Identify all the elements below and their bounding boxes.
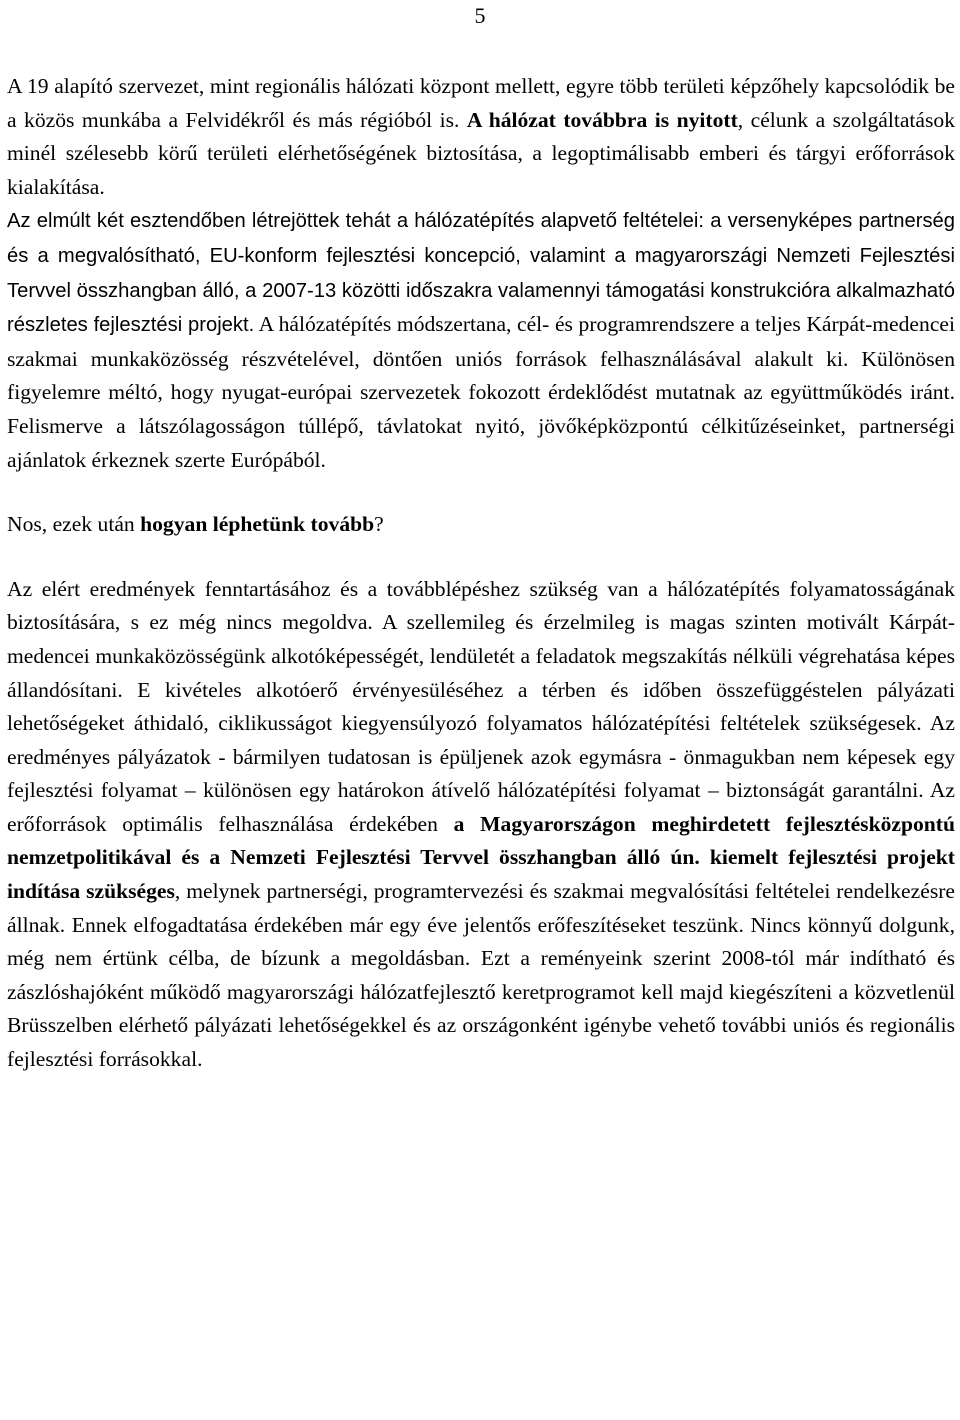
text-run: ? [374, 512, 384, 537]
bold-text-run: a Magyarországon meghirdetett fejlesztésközpontú nemzetpolitikával és a Nemzeti Fejlesztési Tervvel összhangban álló ún. kiemelt fejlesztési projekt indítása szükséges [7, 811, 955, 904]
text-run: Az elért eredmények fenntartásához és a továbblépéshez szükség van a hálózatépítés folyamatosságának biztosítására, s ez még nincs megoldva. A szellemileg és érzelmileg is magas szinten motivált Kárpát-medencei munkaközösségünk alkotóképességét, lendületét a feladatok megszakítás nélküli végrehatása képes állandósítani. E kivételes alkotóerő érvényesüléséhez a térben és időben összefüggéstelen pályázati lehetőségeket áthidaló, ciklikusságot kiegyensúlyozó folyamatos hálózatépítési feltételek szükségesek. Az eredményes pályázatok - bármilyen tudatosan is épüljenek azok egymásra - önmagukban nem képesek egy fejlesztési folyamat – különösen egy határokon átívelő hálózatépítési folyamat – biztonságát garantálni. Az erőforrások optimális felhasználása érdekében [7, 576, 955, 836]
text-run: , célunk a szolgáltatások minél szélesebb körű területi elérhetőségének biztosítása, a legoptimálisabb emberi és tárgyi erőforrások kialakítása. [7, 107, 955, 199]
bold-text-run: A hálózat továbbra is nyitott [466, 107, 738, 132]
paragraph-question [7, 508, 955, 542]
paragraph-next-steps [7, 573, 955, 1077]
bold-text-run: hogyan léphetünk tovább [140, 512, 375, 537]
paragraph-achievements [7, 204, 955, 477]
sans-text-run: Az elmúlt két esztendőben létrejöttek tehát a hálózatépítés alapvető feltételei: a versenyképes partnerség és a megvalósítható, EU-konform fejlesztési koncepció, valamint a magyarországi Nemzeti Fejlesztési Tervvel összhangban álló, a 2007-13 közötti időszakra valamennyi támogatási konstrukcióra alkalmazható részletes fejlesztési projekt. [7, 210, 955, 337]
text-run: A 19 alapító szervezet, mint regionális hálózati központ mellett, egyre több területi képzőhely kapcsolódik be a közös munkába a Felvidékről és más régióból is. [7, 74, 955, 132]
document-body [7, 70, 955, 1077]
text-run: A hálózatépítés módszertana, cél- és programrendszere a teljes Kárpát-medencei szakmai munkaközösség részvételével, döntően uniós források felhasználásával alakult ki. Különösen figyelemre méltó, hogy nyugat-európai szervezetek fokozott érdeklődést mutatnak az együttműködés iránt. Felismerve a látszólagosságon túllépő, távlatokat nyitó, jövőképközpontú célkitűzéseinket, partnerségi ajánlatok érkeznek szerte Európából. [7, 312, 955, 472]
paragraph-spacer [7, 477, 955, 508]
paragraph-spacer [7, 542, 955, 573]
text-run: Nos, ezek után [7, 512, 141, 537]
paragraph-network-centers [7, 70, 955, 204]
text-run: , melynek partnerségi, programtervezési és szakmai megvalósítási feltételei rendelkezésre állnak. Ennek elfogadtatása érdekében már egy éve jelentős erőfeszítéseket teszünk. Nincs könnyű dolgunk, még nem értünk célba, de bízunk a megoldásban. Ezt a reményeink szerint 2008-tól már indítható és zászlóshajóként működő magyarországi hálózatfejlesztő keretprogramot kell majd kiegészíteni a közvetlenül Brüsszelben elérhető pályázati lehetőségekkel és az országonként igénybe vehető további uniós és regionális fejlesztési forrásokkal. [7, 879, 955, 1072]
page-number: 5 [474, 3, 486, 28]
